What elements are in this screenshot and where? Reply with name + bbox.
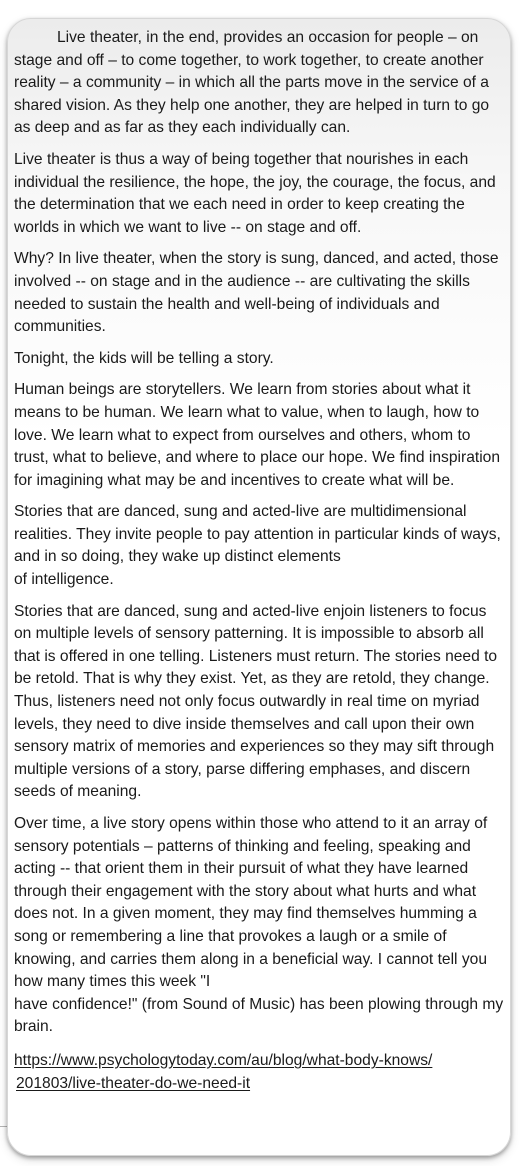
paragraph-6-continuation: of intelligence.: [14, 571, 114, 589]
paragraph-2: Live theater is thus a way of being together that nourishes in each individual the resilience, the hope, the joy, the courage, the focus, and the determination that we each need in order to keep creating the worlds in which we want to live -- on stage and off.: [14, 150, 496, 236]
quote-card: [7, 18, 511, 1156]
paragraph-3: Why? In live theater, when the story is sung, danced, and acted, those involved -- on stage and in the audience -- are cultivating the skills needed to sustain the health and well-being of individuals and communities.: [14, 250, 499, 336]
paragraph-7: Stories that are danced, sung and acted-live enjoin listeners to focus on multiple levels of sensory patterning. It is impossible to absorb all that is offered in one telling. Listeners must return. The stories need to be retold. That is why they exist. Yet, as they are retold, they change. Thus, listeners need not only focus outwardly in real time on myriad levels, they need to dive inside themselves and call upon their own sensory matrix of memories and experiences so they may sift through multiple versions of a story, parse differing emphases, and discern seeds of meaning.: [14, 602, 498, 801]
source-link-line-2[interactable]: 201803/live-theater-do-we-need-it: [16, 1074, 251, 1092]
paragraph-6: [14, 501, 504, 591]
paragraph-6-text: Stories that are danced, sung and acted-live are multidimensional realities. They invite people to pay attention in particular kinds of ways, and in so doing, they wake up distinct elements: [14, 503, 501, 566]
source-link[interactable]: [14, 1050, 504, 1095]
paragraph-4: Tonight, the kids will be telling a story.: [14, 349, 274, 367]
paragraph-8: [14, 813, 504, 1039]
paragraph-8-text: Over time, a live story opens within those who attend to it an array of sensory potentials – patterns of thinking and feeling, speaking and acting -- that orient them in their pursuit of what they have learned through their engagement with the story about what hurts and what does not. In a given moment, they may find themselves humming a song or remembering a line that provokes a laugh or a smile of knowing, and carries them along in a beneficial way. I cannot tell you how many times this week "I: [14, 815, 488, 991]
source-link-line-1[interactable]: https://www.psychologytoday.com/au/blog/what-body-knows/: [14, 1051, 433, 1069]
paragraph-8-continuation: have confidence!" (from Sound of Music) has been plowing through my brain.: [14, 995, 504, 1036]
paragraph-5: Human beings are storytellers. We learn from stories about what it means to be human. We learn what to value, when to laugh, how to love. We learn what to expect from ourselves and others, whom to trust, what to believe, and where to place our hope. We find inspiration for imagining what may be and incentives to create what will be.: [14, 381, 501, 489]
paragraph-1: Live theater, in the end, provides an occasion for people – on stage and off – to come together, to work together, to create another reality – a community – in which all the parts move in the service of a shared vision. As they help one another, they are helped in turn to go as deep and as far as they each individually can.: [14, 29, 490, 137]
